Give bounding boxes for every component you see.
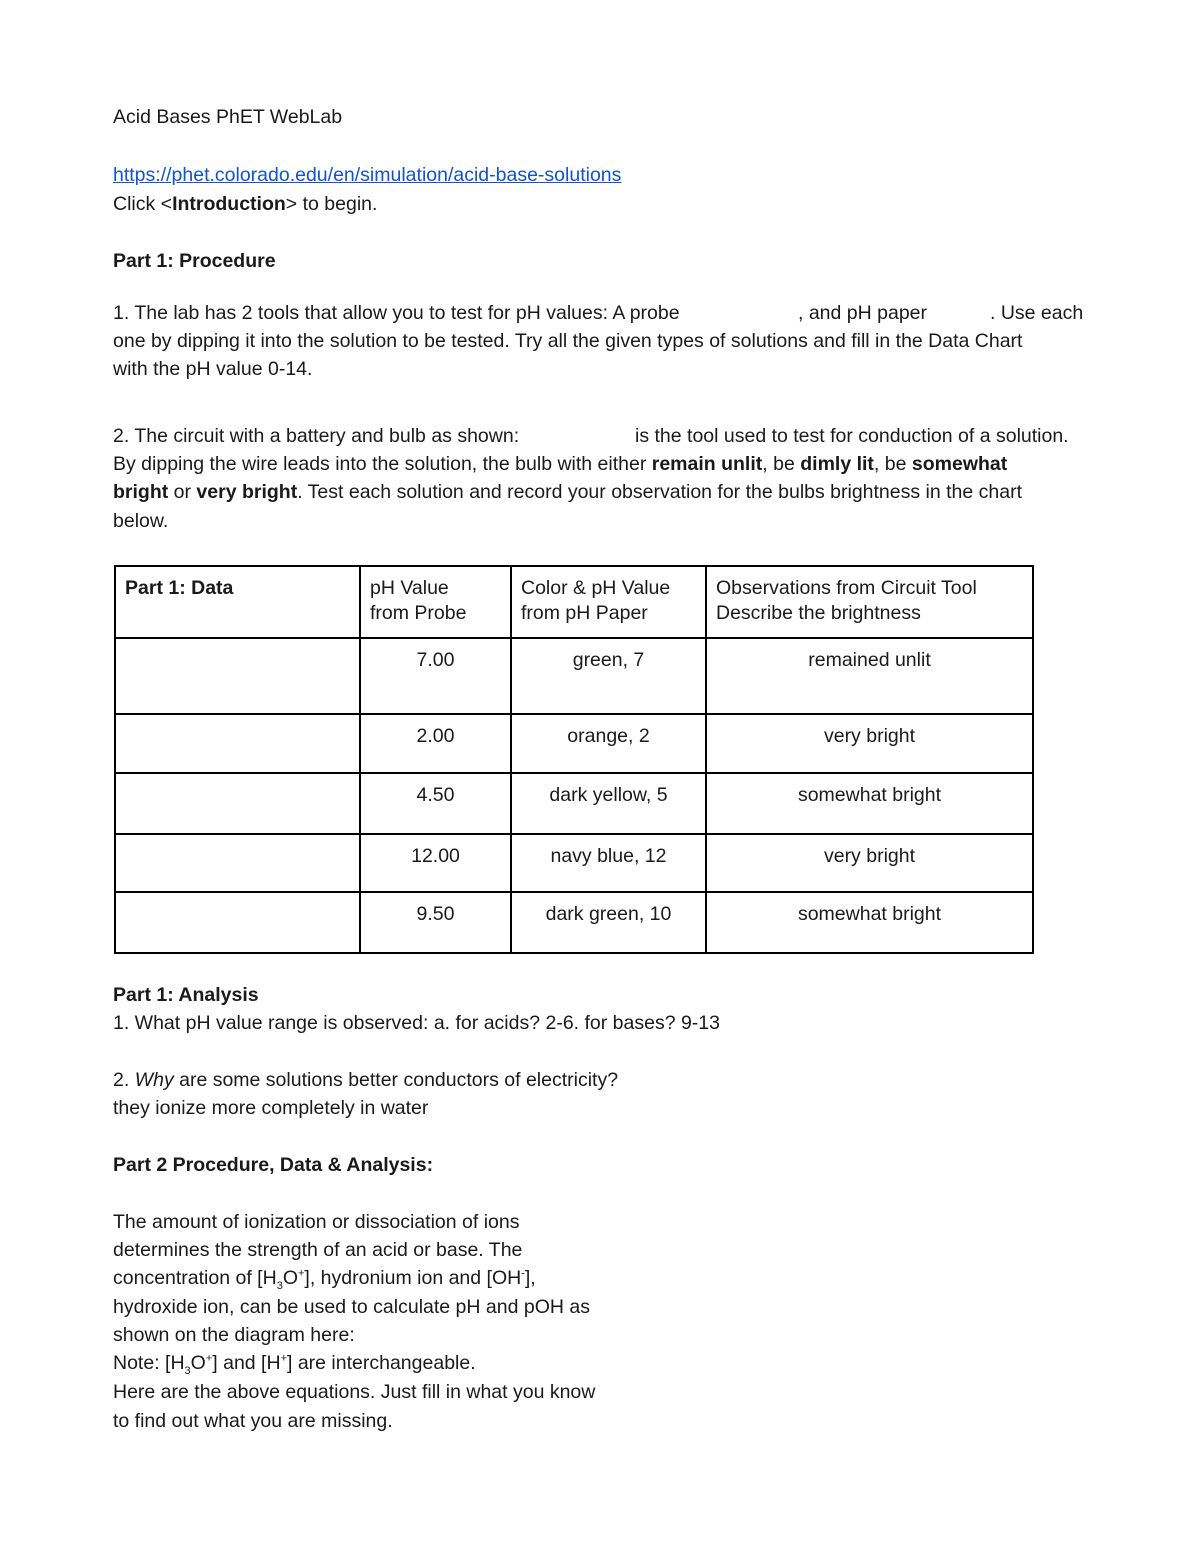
part1-procedure-heading xyxy=(113,250,276,273)
header-observations-line1: Observations from Circuit Tool xyxy=(716,577,977,599)
observation-value: somewhat bright xyxy=(797,903,942,925)
paper-ph-cell xyxy=(511,773,706,834)
observation-value: very bright xyxy=(823,725,916,747)
step2-line1a: 2. The circuit with a battery and bulb as shown: xyxy=(113,425,520,447)
step1-line2: one by dipping it into the solution to be tested. Try all the given types of solutions and fill in the Data Chart xyxy=(113,330,1023,352)
analysis-question-2 xyxy=(113,1069,618,1092)
paper-ph-cell xyxy=(511,834,706,892)
paper-ph-cell xyxy=(511,714,706,773)
part2-line3-c: ], hydronium ion and [OH xyxy=(304,1267,522,1289)
part2-line3-a: concentration of [H xyxy=(113,1267,277,1289)
step2-line2-text-c: , be xyxy=(762,453,801,475)
table-row xyxy=(115,638,1033,714)
part2-line6-d: ] are interchangeable. xyxy=(287,1352,476,1374)
paper-ph-cell xyxy=(511,892,706,953)
introduction-label: Introduction xyxy=(172,193,286,215)
paper-ph-value: dark green, 10 xyxy=(545,903,672,925)
probe-ph-cell xyxy=(360,714,511,773)
dimly-lit-term: dimly lit xyxy=(800,453,874,475)
step2-line2-text-a: By dipping the wire leads into the solution, the bulb with either xyxy=(113,453,652,475)
header-ph-probe-line2: from Probe xyxy=(370,602,467,624)
part2-line3-sup: + xyxy=(297,1267,305,1280)
bright-term: bright xyxy=(113,481,169,503)
step2-line4: below. xyxy=(113,510,169,532)
document-title: Acid Bases PhET WebLab xyxy=(113,106,343,128)
probe-ph-cell xyxy=(360,834,511,892)
solution-cell xyxy=(115,892,360,953)
part2-line6-sup: + xyxy=(205,1352,213,1365)
header-ph-paper-line1: Color & pH Value xyxy=(521,577,671,599)
paper-ph-value: dark yellow, 5 xyxy=(549,784,668,806)
remain-unlit-term: remain unlit xyxy=(651,453,763,475)
observation-cell xyxy=(706,714,1033,773)
part2-line6-sub: 3 xyxy=(184,1364,191,1377)
solution-cell xyxy=(115,834,360,892)
header-ph-paper-line2: from pH Paper xyxy=(521,602,648,624)
paper-ph-value: green, 7 xyxy=(572,649,645,671)
part2-line2: determines the strength of an acid or base. The xyxy=(113,1239,523,1261)
solution-cell xyxy=(115,773,360,834)
observation-value: somewhat bright xyxy=(797,784,942,806)
click-text-post: > to begin. xyxy=(285,193,378,215)
observation-cell xyxy=(706,773,1033,834)
probe-ph-cell xyxy=(360,638,511,714)
solution-cell xyxy=(115,638,360,714)
probe-ph-value: 7.00 xyxy=(416,649,455,671)
part2-line6-sup2: + xyxy=(280,1352,287,1365)
header-ph-paper xyxy=(511,566,706,638)
part2-line8: to find out what you are missing. xyxy=(113,1410,393,1432)
question-2-why: Why xyxy=(134,1069,174,1091)
part2-line7: Here are the above equations. Just fill in what you know xyxy=(113,1381,596,1403)
part2-line1: The amount of ionization or dissociation of ions xyxy=(113,1211,520,1233)
part2-line6 xyxy=(113,1352,476,1375)
very-bright-term: very bright xyxy=(196,481,298,503)
probe-ph-value: 4.50 xyxy=(416,784,455,806)
part2-heading-text: Part 2 Procedure, Data & Analysis: xyxy=(113,1154,434,1176)
table-row xyxy=(115,773,1033,834)
table-row xyxy=(115,892,1033,953)
part2-line3-b: O xyxy=(282,1267,298,1289)
click-text-pre: Click < xyxy=(113,193,173,215)
probe-ph-value: 9.50 xyxy=(416,903,455,925)
header-part1-data-text: Part 1: Data xyxy=(125,577,234,599)
probe-ph-cell xyxy=(360,892,511,953)
header-ph-probe-line1: pH Value xyxy=(370,577,449,599)
part2-line6-c: ] and [H xyxy=(212,1352,281,1374)
part2-line3-sub: 3 xyxy=(276,1279,283,1292)
analysis-question-1: 1. What pH value range is observed: a. for acids? 2-6. for bases? 9-13 xyxy=(113,1012,720,1034)
part2-line6-a: Note: [H xyxy=(113,1352,185,1374)
part1-procedure-heading-text: Part 1: Procedure xyxy=(113,250,276,272)
part1-analysis-heading xyxy=(113,984,259,1007)
part2-line4: hydroxide ion, can be used to calculate pH and pOH as xyxy=(113,1296,590,1318)
part2-line5: shown on the diagram here: xyxy=(113,1324,355,1346)
paper-ph-cell xyxy=(511,638,706,714)
header-observations xyxy=(706,566,1033,638)
table-row xyxy=(115,834,1033,892)
header-observations-line2: Describe the brightness xyxy=(716,602,921,624)
observation-cell xyxy=(706,834,1033,892)
part1-analysis-heading-text: Part 1: Analysis xyxy=(113,984,259,1006)
part1-data-table xyxy=(114,565,1034,954)
part2-line3-d: ], xyxy=(524,1267,536,1289)
click-introduction-instruction xyxy=(113,193,377,216)
step1-line1c: . Use each xyxy=(990,302,1084,324)
part2-line6-b: O xyxy=(190,1352,206,1374)
observation-value: very bright xyxy=(823,845,916,867)
observation-value: remained unlit xyxy=(808,649,931,671)
step2-line2-text-e: , be xyxy=(873,453,912,475)
step1-line1a: 1. The lab has 2 tools that allow you to test for pH values: A probe xyxy=(113,302,680,324)
step2-line2 xyxy=(113,453,1007,476)
observation-cell xyxy=(706,638,1033,714)
analysis-answer-2: they ionize more completely in water xyxy=(113,1097,429,1119)
probe-ph-value: 12.00 xyxy=(411,845,460,867)
step2-line3 xyxy=(113,481,1022,504)
table-header-row xyxy=(115,566,1033,638)
question-2-number: 2. xyxy=(113,1069,135,1091)
paper-ph-value: orange, 2 xyxy=(567,725,650,747)
paper-ph-value: navy blue, 12 xyxy=(550,845,667,867)
somewhat-term: somewhat xyxy=(911,453,1008,475)
step1-line1b: , and pH paper xyxy=(798,302,928,324)
step2-line1b: is the tool used to test for conduction of a solution. xyxy=(635,425,1069,447)
step2-line3-text-d: . Test each solution and record your observation for the bulbs brightness in the chart xyxy=(297,481,1023,503)
part2-heading xyxy=(113,1154,433,1177)
part2-line3-sup2: - xyxy=(521,1267,525,1280)
header-ph-probe xyxy=(360,566,511,638)
header-part1-data xyxy=(115,566,360,638)
phet-simulation-link[interactable]: https://phet.colorado.edu/en/simulation/acid-base-solutions xyxy=(113,164,622,186)
observation-cell xyxy=(706,892,1033,953)
solution-cell xyxy=(115,714,360,773)
part2-line3 xyxy=(113,1267,536,1290)
table-row xyxy=(115,714,1033,773)
question-2-text: are some solutions better conductors of electricity? xyxy=(173,1069,619,1091)
step2-line3-text-b: or xyxy=(168,481,197,503)
step1-line3: with the pH value 0-14. xyxy=(113,358,313,380)
probe-ph-value: 2.00 xyxy=(416,725,455,747)
probe-ph-cell xyxy=(360,773,511,834)
